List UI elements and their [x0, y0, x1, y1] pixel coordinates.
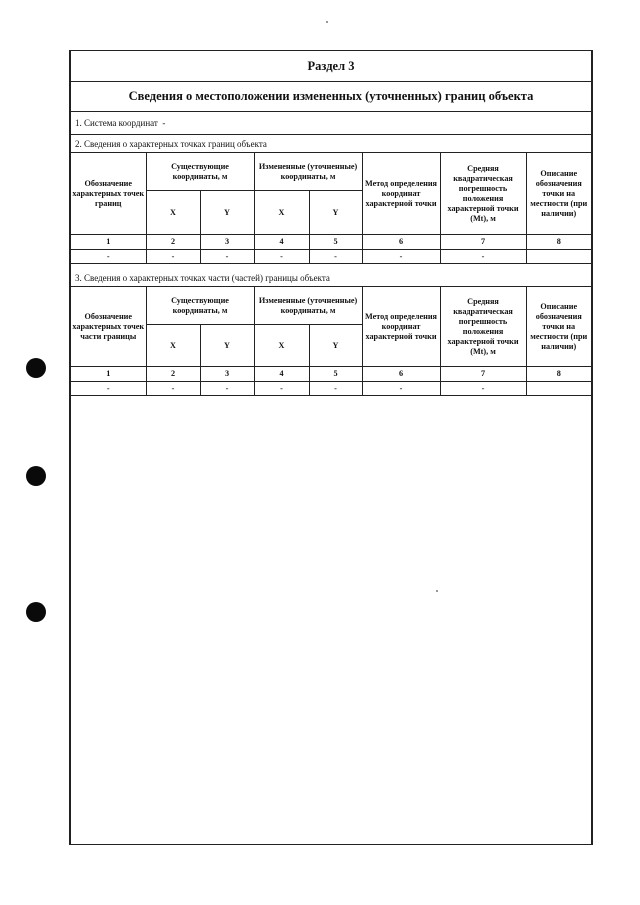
- table-cell: -: [254, 250, 309, 264]
- header-changed-coordinates: Измененные (уточненные) координаты, м: [254, 287, 362, 325]
- column-number: 8: [526, 235, 591, 250]
- table-cell: -: [362, 382, 440, 396]
- section2-label: 2. Сведения о характерных точках границ объекта: [75, 138, 267, 149]
- header-mean-square-error: Средняя квадратическая погрешность положения характерной точки (Mt), м: [440, 287, 526, 367]
- header-existing-coordinates: Существующие координаты, м: [146, 153, 254, 191]
- header-point-description: Описание обозначения точки на местности (при наличии): [526, 287, 591, 367]
- table-cell: -: [146, 382, 200, 396]
- column-number: 7: [440, 367, 526, 382]
- column-number: 8: [526, 367, 591, 382]
- column-number: 4: [254, 367, 309, 382]
- scan-speck: [326, 21, 328, 23]
- boundary-points-table: [71, 152, 591, 264]
- column-number: 2: [146, 367, 200, 382]
- table-cell: -: [200, 250, 254, 264]
- header-x: X: [146, 191, 200, 235]
- header-part-point-designation: Обозначение характерных точек части границы: [71, 287, 146, 367]
- table-cell: -: [309, 250, 362, 264]
- table-cell: -: [146, 250, 200, 264]
- column-number: 1: [71, 235, 146, 250]
- punch-hole-bottom: [26, 602, 46, 622]
- punch-hole-middle: [26, 466, 46, 486]
- header-existing-coordinates: Существующие координаты, м: [146, 287, 254, 325]
- coordinate-system-line: 1. Система координат -: [71, 112, 591, 135]
- table-cell: -: [71, 250, 146, 264]
- column-number: 2: [146, 235, 200, 250]
- table-cell: -: [362, 250, 440, 264]
- part-boundary-points-table: [71, 286, 591, 396]
- column-number: 3: [200, 235, 254, 250]
- header-mean-square-error: Средняя квадратическая погрешность положения характерной точки (Mt), м: [440, 153, 526, 235]
- column-number: 5: [309, 367, 362, 382]
- table-row: [71, 382, 591, 396]
- table-cell: -: [71, 382, 146, 396]
- header-point-description: Описание обозначения точки на местности (при наличии): [526, 153, 591, 235]
- header-y: Y: [200, 325, 254, 367]
- section-subtitle: Сведения о местоположении измененных (уточненных) границ объекта: [71, 82, 591, 112]
- header-x: X: [254, 191, 309, 235]
- header-method: Метод определения координат характерной точки: [362, 153, 440, 235]
- header-point-designation: Обозначение характерных точек границ: [71, 153, 146, 235]
- column-number: 5: [309, 235, 362, 250]
- section3-label: 3. Сведения о характерных точках части (частей) границы объекта: [75, 273, 330, 283]
- table-cell: -: [309, 382, 362, 396]
- header-y: Y: [309, 191, 362, 235]
- header-y: Y: [309, 325, 362, 367]
- table-cell: [526, 250, 591, 264]
- column-number: 7: [440, 235, 526, 250]
- section-title: Раздел 3: [71, 51, 591, 82]
- table-row: [71, 250, 591, 264]
- table-cell: -: [200, 382, 254, 396]
- table-cell: -: [440, 250, 526, 264]
- table-cell: -: [440, 382, 526, 396]
- header-x: X: [254, 325, 309, 367]
- table-cell: -: [254, 382, 309, 396]
- header-x: X: [146, 325, 200, 367]
- coordinate-system-value: -: [162, 118, 166, 128]
- column-number: 4: [254, 235, 309, 250]
- column-number: 1: [71, 367, 146, 382]
- document-frame: [69, 50, 593, 845]
- column-number: 6: [362, 367, 440, 382]
- header-y: Y: [200, 191, 254, 235]
- header-changed-coordinates: Измененные (уточненные) координаты, м: [254, 153, 362, 191]
- column-number: 6: [362, 235, 440, 250]
- column-number: 3: [200, 367, 254, 382]
- frame-bottom-rule: [69, 844, 593, 845]
- table-cell: [526, 382, 591, 396]
- header-method: Метод определения координат характерной точки: [362, 287, 440, 367]
- punch-hole-top: [26, 358, 46, 378]
